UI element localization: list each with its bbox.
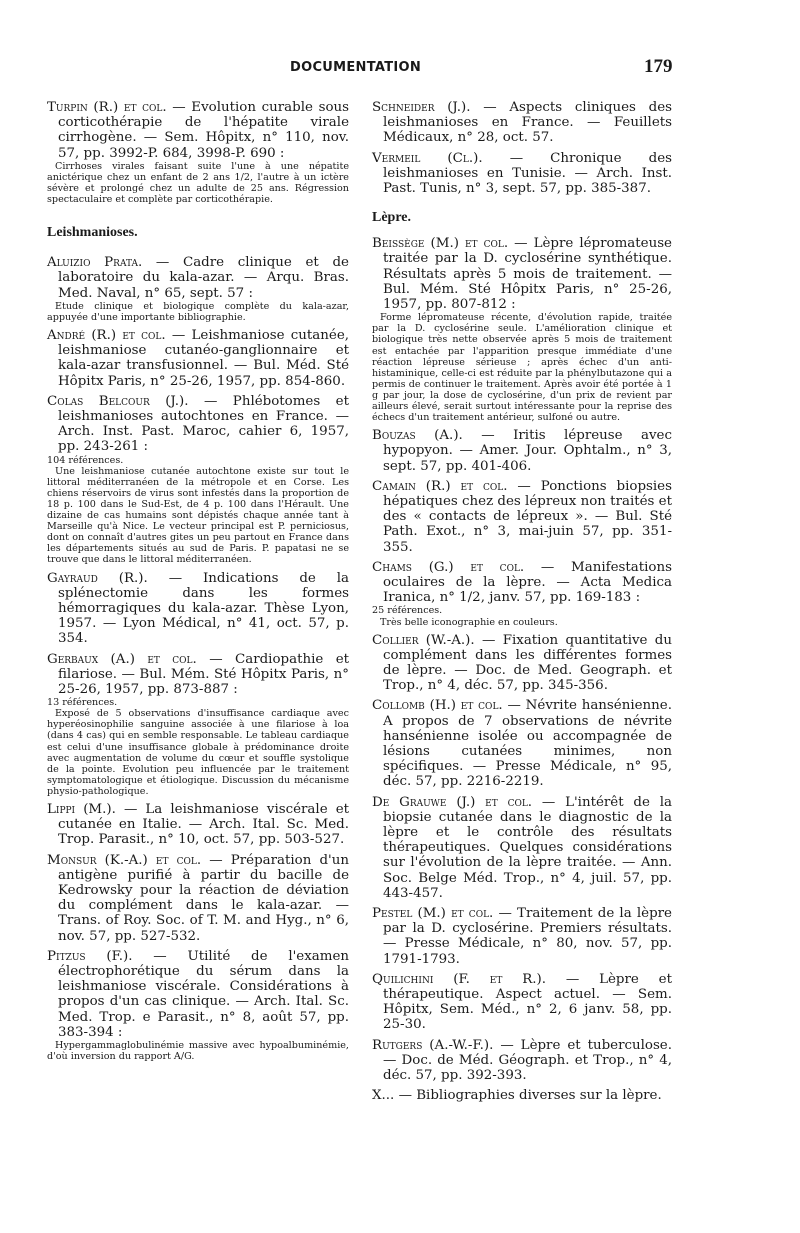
citation-body: — Lèpre lépromateuse traitée par la D. cyclosérine synthétique. Résultats après 5 mois de traitement. — Bul. Mém. Sté Hôpitx Paris, n° 25-26, 1957, pp. 807-812 : bbox=[383, 236, 672, 313]
citation-author: Turpin (R.) et col. bbox=[47, 100, 167, 115]
right-column bbox=[372, 100, 672, 1108]
citation-author: Gerbaux (A.) et col. bbox=[47, 651, 197, 667]
bibliography-entry bbox=[372, 428, 672, 474]
bibliography-entry bbox=[372, 633, 672, 694]
citation-author: Beissège (M.) et col. bbox=[372, 236, 509, 252]
citation bbox=[47, 255, 349, 301]
citation bbox=[372, 100, 672, 146]
citation bbox=[372, 1038, 672, 1084]
citation bbox=[372, 479, 672, 555]
bibliography-entry bbox=[372, 236, 672, 423]
abstract-note: Etude clinique et biologique complète du kala-azar, appuyée d'une importante bibliographie. bbox=[47, 300, 349, 323]
citation-body: — Lèpre et tuberculose. — Doc. de Méd. Géograph. et Trop., n° 4, déc. 57, pp. 392-393. bbox=[383, 1037, 672, 1084]
citation-author: Monsur (K.-A.) et col. bbox=[47, 852, 202, 868]
citation-body: — Phlébotomes et leishmanioses autochtones en France. — Arch. Inst. Past. Maroc, cahier 6, 1957, pp. 243-261 : bbox=[58, 393, 349, 455]
bibliography-entry bbox=[372, 479, 672, 555]
bibliography-entry bbox=[372, 151, 672, 197]
bibliography-entry bbox=[372, 560, 672, 628]
citation-author: Pestel (M.) et col. bbox=[372, 906, 494, 922]
citation-body: — Iritis lépreuse avec hypopyon. — Amer. Jour. Ophtalm., n° 3, sept. 57, pp. 401-406. bbox=[383, 428, 672, 474]
bibliography-entry bbox=[47, 328, 349, 389]
citation bbox=[47, 328, 349, 389]
citation bbox=[47, 394, 349, 455]
citation-author: Quilichini (F. et R.). bbox=[372, 971, 547, 987]
citation-author: X... bbox=[372, 1088, 395, 1104]
abstract-note: 104 références. bbox=[47, 454, 124, 466]
citation-author: De Grauwe (J.) et col. bbox=[372, 794, 533, 810]
bibliography-entry bbox=[372, 1038, 672, 1084]
citation-author: Chams (G.) et col. bbox=[372, 559, 525, 575]
citation bbox=[372, 698, 672, 789]
citation-author: Collomb (H.) et col. bbox=[372, 698, 503, 714]
citation-body: — Traitement de la lèpre par la D. cyclosérine. Premiers résultats. — Presse Médicale, n° 80, nov. 57, pp. 1791-1793. bbox=[383, 906, 672, 967]
citation-body: — Cadre clinique et de laboratoire du kala-azar. — Arqu. Bras. Med. Naval, n° 65, sept. 57 : bbox=[58, 255, 349, 301]
page-number: 179 bbox=[644, 56, 673, 77]
citation-author: Schneider (J.). bbox=[372, 100, 471, 115]
citation-author: Pitzus (F.). bbox=[47, 948, 133, 964]
bibliography-entry bbox=[47, 255, 349, 323]
bibliography-entry bbox=[372, 1088, 672, 1103]
citation-author: Vermeil (Cl.). bbox=[372, 150, 483, 166]
citation-author: Colas Belcour (J.). bbox=[47, 393, 189, 409]
citation bbox=[372, 1088, 672, 1103]
citation bbox=[47, 571, 349, 647]
abstract-note: Forme lépromateuse récente, d'évolution rapide, traitée par la D. cyclosérine seule. L'amélioration clinique et biologique très nette observée après 5 mois de traitement est entachée par l'apparition presque immédiate d'une réaction lépreuse sérieuse ; après échec d'un anti-histaminique, celle-ci est réduite par la phénylbutazone qui a permis de continuer le traitement. Après avoir été portée à 1 g par jour, la dose de cyclosérine, d'un prix de revient par ailleurs élevé, serait surtout intéressante pour la reprise des échecs d'un traitement antérieur, sulfoné ou autre. bbox=[372, 312, 672, 424]
bibliography-entry bbox=[47, 652, 349, 797]
citation-body: — Névrite hansénienne. A propos de 7 observations de névrite hansénienne isolée ou accompagnée de lésions cutanées minimes, non spécifiques. — Presse Médicale, n° 95, déc. 57, pp. 2216-2219. bbox=[383, 698, 672, 790]
citation bbox=[372, 906, 672, 967]
section-heading: Leishmanioses. bbox=[47, 225, 138, 241]
bibliography-entry bbox=[372, 795, 672, 901]
citation-body: — Chronique des leishmanioses en Tunisie. — Arch. Inst. Past. Tunis, n° 3, sept. 57, pp. 385-387. bbox=[383, 150, 672, 197]
abstract-note: Exposé de 5 observations d'insuffisance cardiaque avec hyperéosinophilie sanguine associée à une filariose à loa (dans 4 cas) qui en semble responsable. Le tableau cardiaque est celui d'une insuffisance globale à prédominance droite avec augmentation de volume du cœur et souffle systolique de la pointe. Evolution peu influencée par le traitement symptomatologique et étiologique. Discussion du mécanisme physio-pathologique. bbox=[47, 708, 349, 797]
citation-body: — Cardiopathie et filariose. — Bul. Mém. Sté Hôpitx Paris, n° 25-26, 1957, pp. 873-887 : bbox=[58, 651, 349, 697]
abstract-note: Cirrhoses virales faisant suite l'une à une népatite anictérique chez un enfant de 2 ans 1/2, l'autre à un ictère sévère et prolongé chez un adulte de 25 ans. Régression spectaculaire et complète par corticothérapie. bbox=[47, 160, 349, 206]
page-header bbox=[0, 52, 800, 82]
citation-body: — Aspects cliniques des leishmanioses en France. — Feuillets Médicaux, n° 28, oct. 57. bbox=[383, 100, 672, 146]
bibliography-entry bbox=[47, 802, 349, 848]
running-title: DOCUMENTATION bbox=[290, 60, 422, 75]
citation bbox=[47, 853, 349, 944]
section-heading: Lèpre. bbox=[372, 210, 412, 226]
citation bbox=[372, 633, 672, 694]
abstract-note: Très belle iconographie en couleurs. bbox=[380, 616, 558, 628]
citation bbox=[372, 236, 672, 312]
citation-author: Camain (R.) et col. bbox=[372, 478, 508, 494]
citation bbox=[372, 795, 672, 901]
bibliography-entry bbox=[372, 698, 672, 789]
citation-body: — Préparation d'un antigène purifié à partir du bacille de Kedrowsky pour la réaction de déviation du complément dans le kala-azar. — Trans. of Roy. Soc. of T. M. and Hyg., n° 6, nov. 57, pp. 527-532. bbox=[58, 852, 349, 944]
bibliography-entry bbox=[372, 906, 672, 967]
citation-body: — Ponctions biopsies hépatiques chez des lépreux non traités et des « contacts de lépreux ». — Bul. Sté Path. Exot., n° 3, mai-juin 57, pp. 351-355. bbox=[383, 478, 672, 555]
citation-body: — Fixation quantitative du complément dans les différentes formes de lèpre. — Doc. de Med. Geograph. et Trop., n° 4, déc. 57, pp. 345-356. bbox=[383, 632, 672, 694]
citation bbox=[372, 151, 672, 197]
citation-author: Rutgers (A.-W.-F.). bbox=[372, 1037, 494, 1053]
citation-author: Collier (W.-A.). bbox=[372, 632, 475, 648]
bibliography-entry bbox=[372, 100, 672, 146]
left-column bbox=[47, 100, 349, 1067]
citation-body: — Bibliographies diverses sur la lèpre. bbox=[394, 1088, 662, 1104]
citation-body: — Evolution curable sous corticothérapie de l'hépatite virale cirrhogène. — Sem. Hôpitx, n° 110, nov. 57, pp. 3992-P. 684, 3998-P. 690 : bbox=[58, 100, 349, 161]
citation-body: — Leishmaniose cutanée, leishmaniose cutanéo-ganglionnaire et kala-azar transfusionnel. — Bul. Méd. Sté Hôpitx Paris, n° 25-26, 1957, pp. 854-860. bbox=[58, 327, 349, 389]
citation-author: Aluizio Prata. bbox=[47, 255, 143, 271]
abstract-note: 25 références. bbox=[372, 605, 443, 617]
citation bbox=[47, 652, 349, 698]
bibliography-entry bbox=[47, 571, 349, 647]
bibliography-entry bbox=[47, 394, 349, 566]
abstract-note: Une leishmaniose cutanée autochtone existe sur tout le littoral méditerranéen de la métropole et en Corse. Les chiens réservoirs de virus sont infestés dans la proportion de 18 p. 100 dans le Sud-Est, de 4 p. 100 dans l'Hérault. Une dizaine de cas humains sont dépistés chaque année tant à Marseille qu'à Nice. Le vecteur principal est P. perniciosus, dont on connaît d'autres gites un peu partout en France dans les départements situés au sud de Paris. P. papatasi ne se trouve que dans le littoral méditerranéen. bbox=[47, 465, 349, 566]
citation-body: — La leishmaniose viscérale et cutanée en Italie. — Arch. Ital. Sc. Med. Trop. Parasit., n° 10, oct. 57, pp. 503-527. bbox=[58, 802, 349, 848]
citation bbox=[47, 802, 349, 848]
citation-body: — Indications de la splénectomie dans les formes hémorragiques du kala-azar. Thèse Lyon, 1957. — Lyon Médical, n° 41, oct. 57, p. 354. bbox=[58, 570, 349, 647]
citation-author: André (R.) et col. bbox=[47, 327, 166, 343]
citation-author: Gayraud (R.). bbox=[47, 570, 148, 586]
bibliography-entry bbox=[372, 972, 672, 1033]
bibliography-entry bbox=[47, 853, 349, 944]
citation bbox=[47, 949, 349, 1040]
citation-body: — Lèpre et thérapeutique. Aspect actuel. — Sem. Hôpitx, Sem. Méd., n° 2, 6 janv. 58, pp. 25-30. bbox=[383, 971, 672, 1033]
citation bbox=[47, 100, 349, 161]
abstract-note: 13 références. bbox=[47, 697, 118, 709]
citation-author: Bouzas (A.). bbox=[372, 428, 463, 444]
citation-body: — Manifestations oculaires de la lèpre. — Acta Medica Iranica, n° 1/2, janv. 57, pp. 169-183 : bbox=[383, 559, 672, 606]
citation bbox=[372, 560, 672, 606]
citation bbox=[372, 972, 672, 1033]
bibliography-entry bbox=[47, 100, 349, 205]
abstract-note: Hypergammaglobulinémie massive avec hypoalbuminémie, d'où inversion du rapport A/G. bbox=[47, 1040, 349, 1063]
citation bbox=[372, 428, 672, 474]
citation-body: — L'intérêt de la biopsie cutanée dans le diagnostic de la lèpre et le contrôle des résultats thérapeutiques. Quelques considérations sur l'évolution de la lèpre traitée. — Ann. Soc. Belge Méd. Trop., n° 4, juil. 57, pp. 443-457. bbox=[383, 794, 672, 901]
citation-author: Lippi (M.). bbox=[47, 802, 116, 818]
bibliography-entry bbox=[47, 949, 349, 1062]
citation-body: — Utilité de l'examen électrophorétique du sérum dans la leishmaniose viscérale. Considérations à propos d'un cas clinique. — Arch. Ital. Sc. Med. Trop. e Parasit., n° 8, août 57, pp. 383-394 : bbox=[58, 948, 349, 1040]
